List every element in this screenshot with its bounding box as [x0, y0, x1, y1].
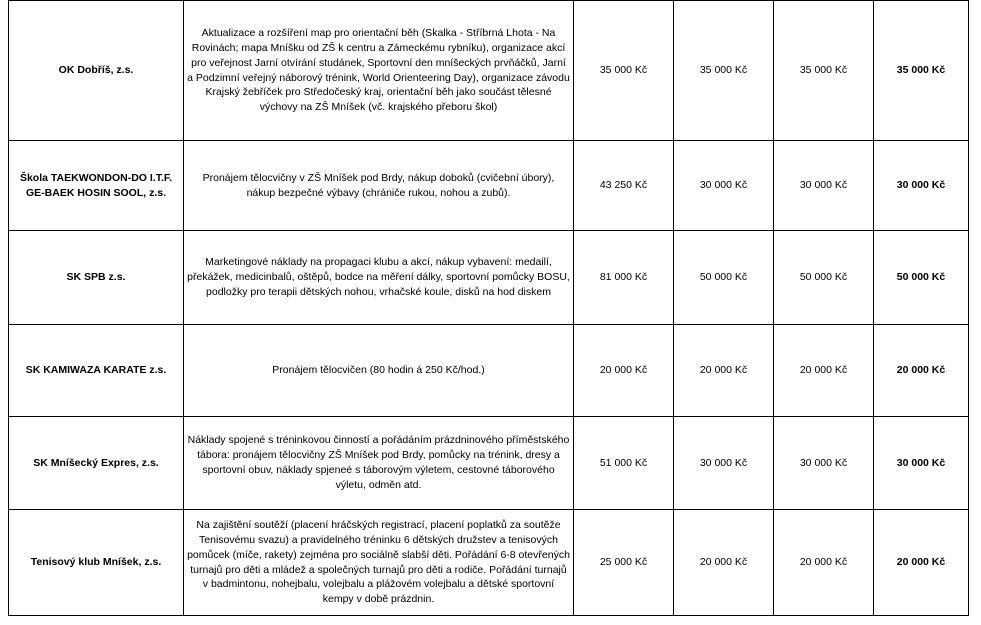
amount-cell: 35 000 Kč: [674, 1, 774, 141]
organization-cell: Tenisový klub Mníšek, z.s.: [9, 510, 184, 616]
requested-amount-cell: 51 000 Kč: [574, 417, 674, 510]
description-cell: Náklady spojené s tréninkovou činností a pořádáním prázdninového příměstského tábora: pronájem tělocvičny ZŠ Mníšek pod Brdy, pomůcky na trénink, dresy a sportovní obuv, náklady spjeneé s táborovým výletem, cestovné táborového výletu, odměn atd.: [184, 417, 574, 510]
amount-cell: 20 000 Kč: [774, 510, 874, 616]
description-cell: Aktualizace a rozšíření map pro orientační běh (Skalka - Stříbrná Lhota - Na Rovinách; mapa Mníšku od ZŠ k centru a Zámeckému rybníku), organizace akcí pro veřejnost Jarní otvírání studánek, Sportovní den mníšeckých prvňáčků, Jarní a Podzimní veřejný náborový trénink, World Orienteering Day), organizace závodu Krajský žebříček pro Středočeský kraj, orientační běh jako součást tělesné výchovy na ZŠ Mníšek (vč. krajského přeboru škol): [184, 1, 574, 141]
amount-cell: 50 000 Kč: [774, 231, 874, 325]
amount-cell: 20 000 Kč: [674, 510, 774, 616]
organization-cell: SK KAMIWAZA KARATE z.s.: [9, 325, 184, 417]
requested-amount-cell: 35 000 Kč: [574, 1, 674, 141]
organization-cell: SK SPB z.s.: [9, 231, 184, 325]
organization-cell: SK Mníšecký Expres, z.s.: [9, 417, 184, 510]
amount-cell: 35 000 Kč: [774, 1, 874, 141]
amount-cell: 50 000 Kč: [674, 231, 774, 325]
final-amount-cell: 50 000 Kč: [874, 231, 969, 325]
description-cell: Na zajištění soutěží (placení hráčských registrací, placení poplatků za soutěže Tenisovému svazu) a pravidelného tréninku 6 dětských družstev a tenisových pomůcek (míče, rakety) zejména pro sociálně slabší děti. Pořádání 6-8 otevřených turnajů pro děti a mládež a společných turnajů pro děti a rodiče. Pořádání turnajů v badmintonu, nohejbalu, volejbalu a plážovém volejbalu a dětské sportovní kempy v době prázdnin.: [184, 510, 574, 616]
requested-amount-cell: 25 000 Kč: [574, 510, 674, 616]
table-row: [9, 1, 969, 141]
final-amount-cell: 30 000 Kč: [874, 141, 969, 231]
amount-cell: 20 000 Kč: [674, 325, 774, 417]
grant-table: [8, 0, 969, 616]
description-cell: Pronájem tělocvičny v ZŠ Mníšek pod Brdy, nákup doboků (cvičební úbory), nákup bezpečné výbavy (chrániče rukou, nohou a zubů).: [184, 141, 574, 231]
final-amount-cell: 35 000 Kč: [874, 1, 969, 141]
organization-cell: Škola TAEKWONDON-DO I.T.F. GE-BAEK HOSIN SOOL, z.s.: [9, 141, 184, 231]
description-cell: Marketingové náklady na propagaci klubu a akcí, nákup vybavení: medailí, překážek, medicinbalů, oštěpů, bodce na měření dálky, sportovní pomůcky BOSU, podložky pro terapii dětských nohou, vrhačské koule, disků na hod diskem: [184, 231, 574, 325]
final-amount-cell: 20 000 Kč: [874, 325, 969, 417]
amount-cell: 30 000 Kč: [774, 417, 874, 510]
requested-amount-cell: 81 000 Kč: [574, 231, 674, 325]
requested-amount-cell: 20 000 Kč: [574, 325, 674, 417]
organization-cell: OK Dobříš, z.s.: [9, 1, 184, 141]
amount-cell: 20 000 Kč: [774, 325, 874, 417]
amount-cell: 30 000 Kč: [774, 141, 874, 231]
table-row: [9, 417, 969, 510]
table-row: [9, 325, 969, 417]
amount-cell: 30 000 Kč: [674, 141, 774, 231]
final-amount-cell: 30 000 Kč: [874, 417, 969, 510]
table-row: [9, 141, 969, 231]
requested-amount-cell: 43 250 Kč: [574, 141, 674, 231]
table-row: [9, 510, 969, 616]
final-amount-cell: 20 000 Kč: [874, 510, 969, 616]
amount-cell: 30 000 Kč: [674, 417, 774, 510]
table-row: [9, 231, 969, 325]
description-cell: Pronájem tělocvičen (80 hodin á 250 Kč/hod.): [184, 325, 574, 417]
